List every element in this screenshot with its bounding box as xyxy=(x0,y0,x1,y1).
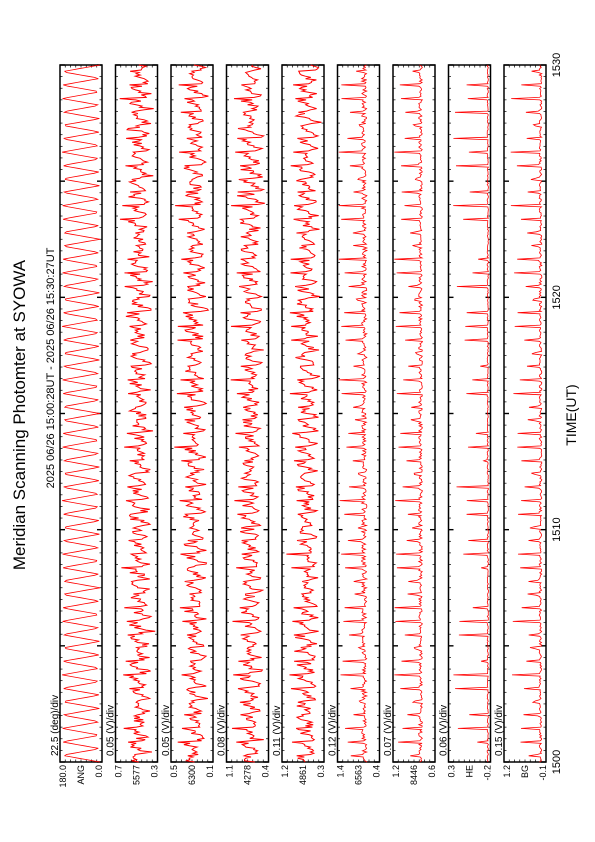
panel-ymin-label: 0.0 xyxy=(94,765,104,778)
panel-frame xyxy=(504,65,546,762)
panel-channel-label: 4278 xyxy=(242,765,253,786)
x-tick-label: 1500 xyxy=(551,749,563,775)
panel-ymax-label: 0.3 xyxy=(446,765,457,778)
panel-frame xyxy=(227,65,269,762)
x-tick-label: 1510 xyxy=(551,517,563,542)
panel-channel-label: 6563 xyxy=(353,765,364,786)
panel-ymin-label: 0.4 xyxy=(260,765,271,778)
panel-scale-label: 22.5 (deg)/div xyxy=(50,694,61,756)
panel-ymax-label: 1.2 xyxy=(391,765,401,778)
panel-channel-label: BG xyxy=(520,765,530,779)
panel-frame xyxy=(449,65,491,762)
panel-5577 xyxy=(106,65,160,785)
panels-group xyxy=(50,65,548,788)
panel-ymin-label: 0.6 xyxy=(427,765,437,778)
panel-ymax-label: 1.4 xyxy=(335,765,346,778)
panel-ymax-label: 1.2 xyxy=(280,765,290,778)
panel-scale-label: 0.07 (V)/div xyxy=(383,704,394,756)
panel-channel-label: 4861 xyxy=(298,765,308,786)
panel-he xyxy=(439,65,493,781)
panel-8446 xyxy=(383,65,437,785)
panel-ymin-label: -0.2 xyxy=(482,765,493,781)
panel-ymin-label: -0.1 xyxy=(538,765,548,781)
panel-channel-label: 8446 xyxy=(409,765,419,786)
x-tick-labels xyxy=(551,53,563,774)
x-axis-label: TIME(UT) xyxy=(563,384,579,446)
panel-channel-label: ANG xyxy=(76,765,86,785)
panel-scale-label: 0.12 (V)/div xyxy=(327,704,339,756)
x-tick-label: 1530 xyxy=(551,52,563,78)
panel-frame xyxy=(393,65,435,762)
panel-ymax-label: 0.5 xyxy=(169,765,179,778)
panel-ang xyxy=(50,65,104,788)
x-tick-label: 1520 xyxy=(551,285,563,310)
panel-ymax-label: 0.7 xyxy=(113,765,124,778)
panel-ymin-label: 0.1 xyxy=(205,765,215,778)
panel-ymax-label: 1.2 xyxy=(502,765,512,778)
panel-bg xyxy=(494,65,548,781)
panel-4861 xyxy=(272,65,326,785)
panel-scale-label: 0.05 (V)/div xyxy=(105,704,117,756)
panel-ymin-label: 0.3 xyxy=(149,765,160,778)
panel-ymax-label: 180.0 xyxy=(58,765,68,788)
panel-scale-label: 0.06 (V)/div xyxy=(438,704,450,756)
panel-scale-label: 0.08 (V)/div xyxy=(216,704,228,756)
panel-4278 xyxy=(217,65,271,785)
chart-title: Meridian Scanning Photomter at SYOWA xyxy=(10,259,29,571)
panel-frame xyxy=(60,65,102,762)
panel-ymax-label: 1.1 xyxy=(224,765,235,778)
panel-channel-label: 5577 xyxy=(131,765,142,786)
panel-channel-label: HE xyxy=(464,765,475,778)
panel-frame xyxy=(171,65,213,762)
panel-frame xyxy=(282,65,324,762)
panel-6300 xyxy=(161,65,215,785)
panel-scale-label: 0.11 (V)/div xyxy=(272,705,283,756)
chart-subtitle: 2025 06/26 15:00:28UT - 2025 06/26 15:30:27UT xyxy=(45,247,57,489)
panel-ymin-label: 0.3 xyxy=(316,765,326,778)
panel-frame xyxy=(338,65,380,762)
panel-scale-label: 0.05 (V)/div xyxy=(161,704,172,756)
panel-ymin-label: 0.4 xyxy=(371,765,382,778)
panel-scale-label: 0.15 (V)/div xyxy=(494,704,505,756)
panel-channel-label: 6300 xyxy=(187,765,197,786)
panel-6563 xyxy=(328,65,382,785)
